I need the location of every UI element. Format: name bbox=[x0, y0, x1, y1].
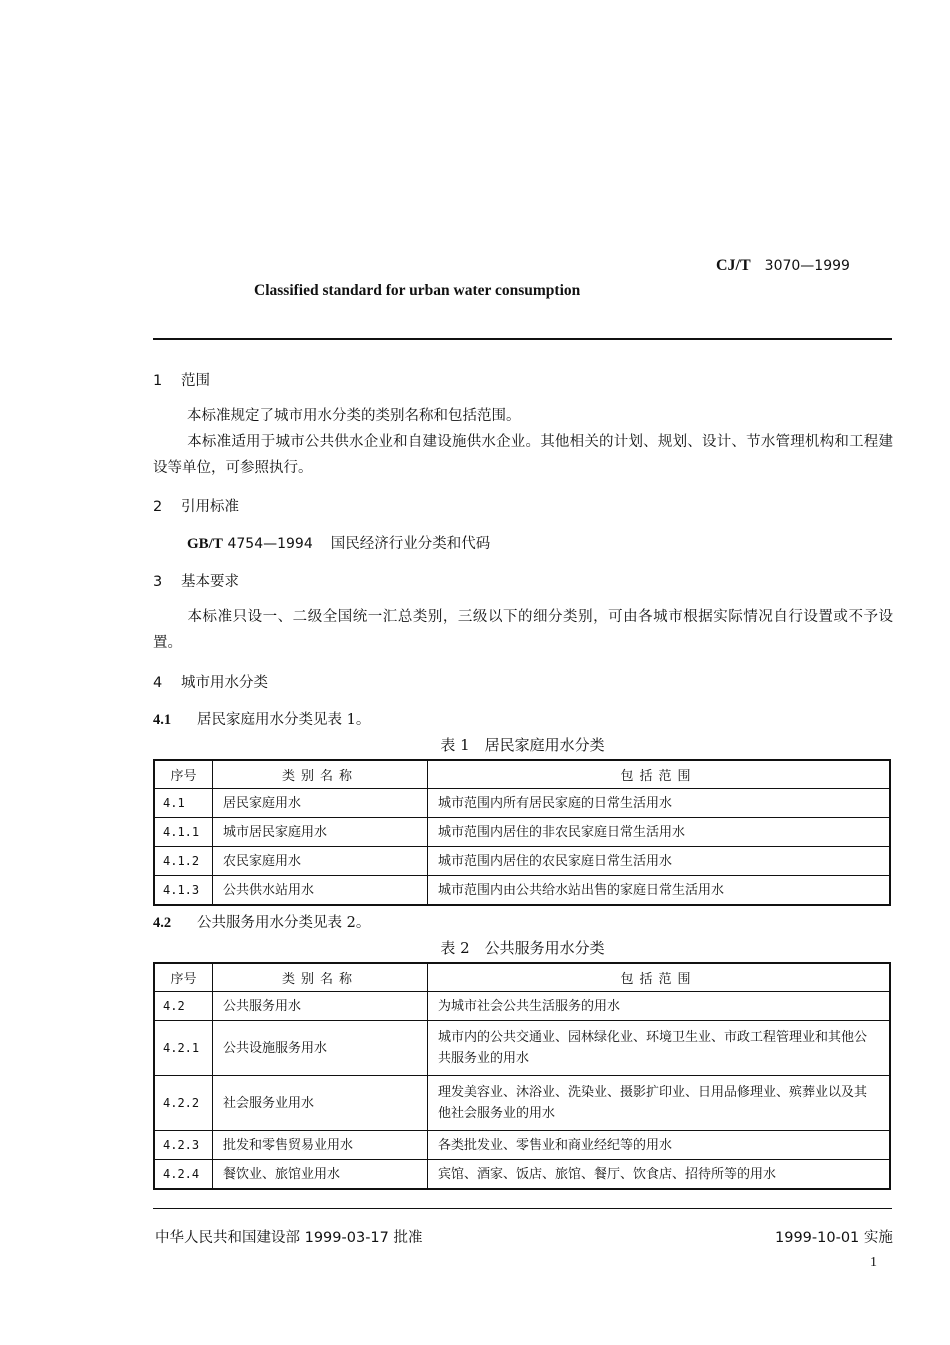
table-row: 4.1 居民家庭用水 城市范围内所有居民家庭的日常生活用水 bbox=[154, 789, 890, 818]
section-4-heading: 4 城市用水分类 bbox=[153, 675, 268, 691]
table-row: 4.2.4 餐饮业、旅馆业用水 宾馆、酒家、饭店、旅馆、餐厅、饮食店、招待所等的用水 bbox=[154, 1160, 890, 1190]
table-2-caption: 表 2 公共服务用水分类 bbox=[440, 939, 605, 957]
table-row: 4.1.1 城市居民家庭用水 城市范围内居住的非农民家庭日常生活用水 bbox=[154, 818, 890, 847]
clause-4-2: 4.2 公共服务用水分类见表 2。 bbox=[153, 915, 371, 931]
section-1-paragraph-1: 本标准规定了城市用水分类的类别名称和包括范围。 bbox=[187, 408, 521, 424]
table-1-caption: 表 1 居民家庭用水分类 bbox=[440, 736, 605, 754]
table-row: 4.2.3 批发和零售贸易业用水 各类批发业、零售业和商业经纪等的用水 bbox=[154, 1131, 890, 1160]
table-row: 4.2.1 公共设施服务用水 城市内的公共交通业、园林绿化业、环境卫生业、市政工程管理业和其他公共服务业的用水 bbox=[154, 1021, 890, 1076]
code-number: 3070—1999 bbox=[764, 258, 850, 274]
code-prefix: CJ/T bbox=[716, 257, 751, 274]
table-header-row: 序号 类别名称 包括范围 bbox=[154, 963, 890, 992]
section-3-heading: 3 基本要求 bbox=[153, 574, 239, 590]
section-3-paragraph: 本标准只设一、二级全国统一汇总类别，三级以下的细分类别，可由各城市根据实际情况自行设置或不予设置。 bbox=[153, 609, 893, 651]
page-number: 1 bbox=[870, 1255, 877, 1270]
normative-reference: GB/T 4754—1994 国民经济行业分类和代码 bbox=[187, 536, 491, 552]
approval-note: 中华人民共和国建设部 1999-03-17 批准 bbox=[155, 1230, 423, 1246]
section-1-paragraph-2: 本标准适用于城市公共供水企业和自建设施供水企业。其他相关的计划、规划、设计、节水管理机构和工程建设等单位，可参照执行。 bbox=[153, 434, 893, 476]
table-row: 4.1.2 农民家庭用水 城市范围内居住的农民家庭日常生活用水 bbox=[154, 847, 890, 876]
section-2-heading: 2 引用标准 bbox=[153, 499, 239, 515]
table-2 bbox=[153, 962, 891, 1190]
table-row: 4.1.3 公共供水站用水 城市范围内由公共给水站出售的家庭日常生活用水 bbox=[154, 876, 890, 906]
standard-code bbox=[716, 256, 850, 275]
footer-rule bbox=[153, 1208, 892, 1209]
section-1-heading: 1 范围 bbox=[153, 373, 210, 389]
table-row: 4.2 公共服务用水 为城市社会公共生活服务的用水 bbox=[154, 992, 890, 1021]
header-rule bbox=[153, 338, 892, 340]
english-title: Classified standard for urban water consumption bbox=[254, 282, 581, 299]
table-row: 4.2.2 社会服务业用水 理发美容业、沐浴业、洗染业、摄影扩印业、日用品修理业、殡葬业以及其他社会服务业的用水 bbox=[154, 1076, 890, 1131]
table-header-row: 序号 类别名称 包括范围 bbox=[154, 760, 890, 789]
table-1 bbox=[153, 759, 891, 906]
implementation-date: 1999-10-01 实施 bbox=[775, 1230, 893, 1246]
clause-4-1: 4.1 居民家庭用水分类见表 1。 bbox=[153, 712, 371, 728]
